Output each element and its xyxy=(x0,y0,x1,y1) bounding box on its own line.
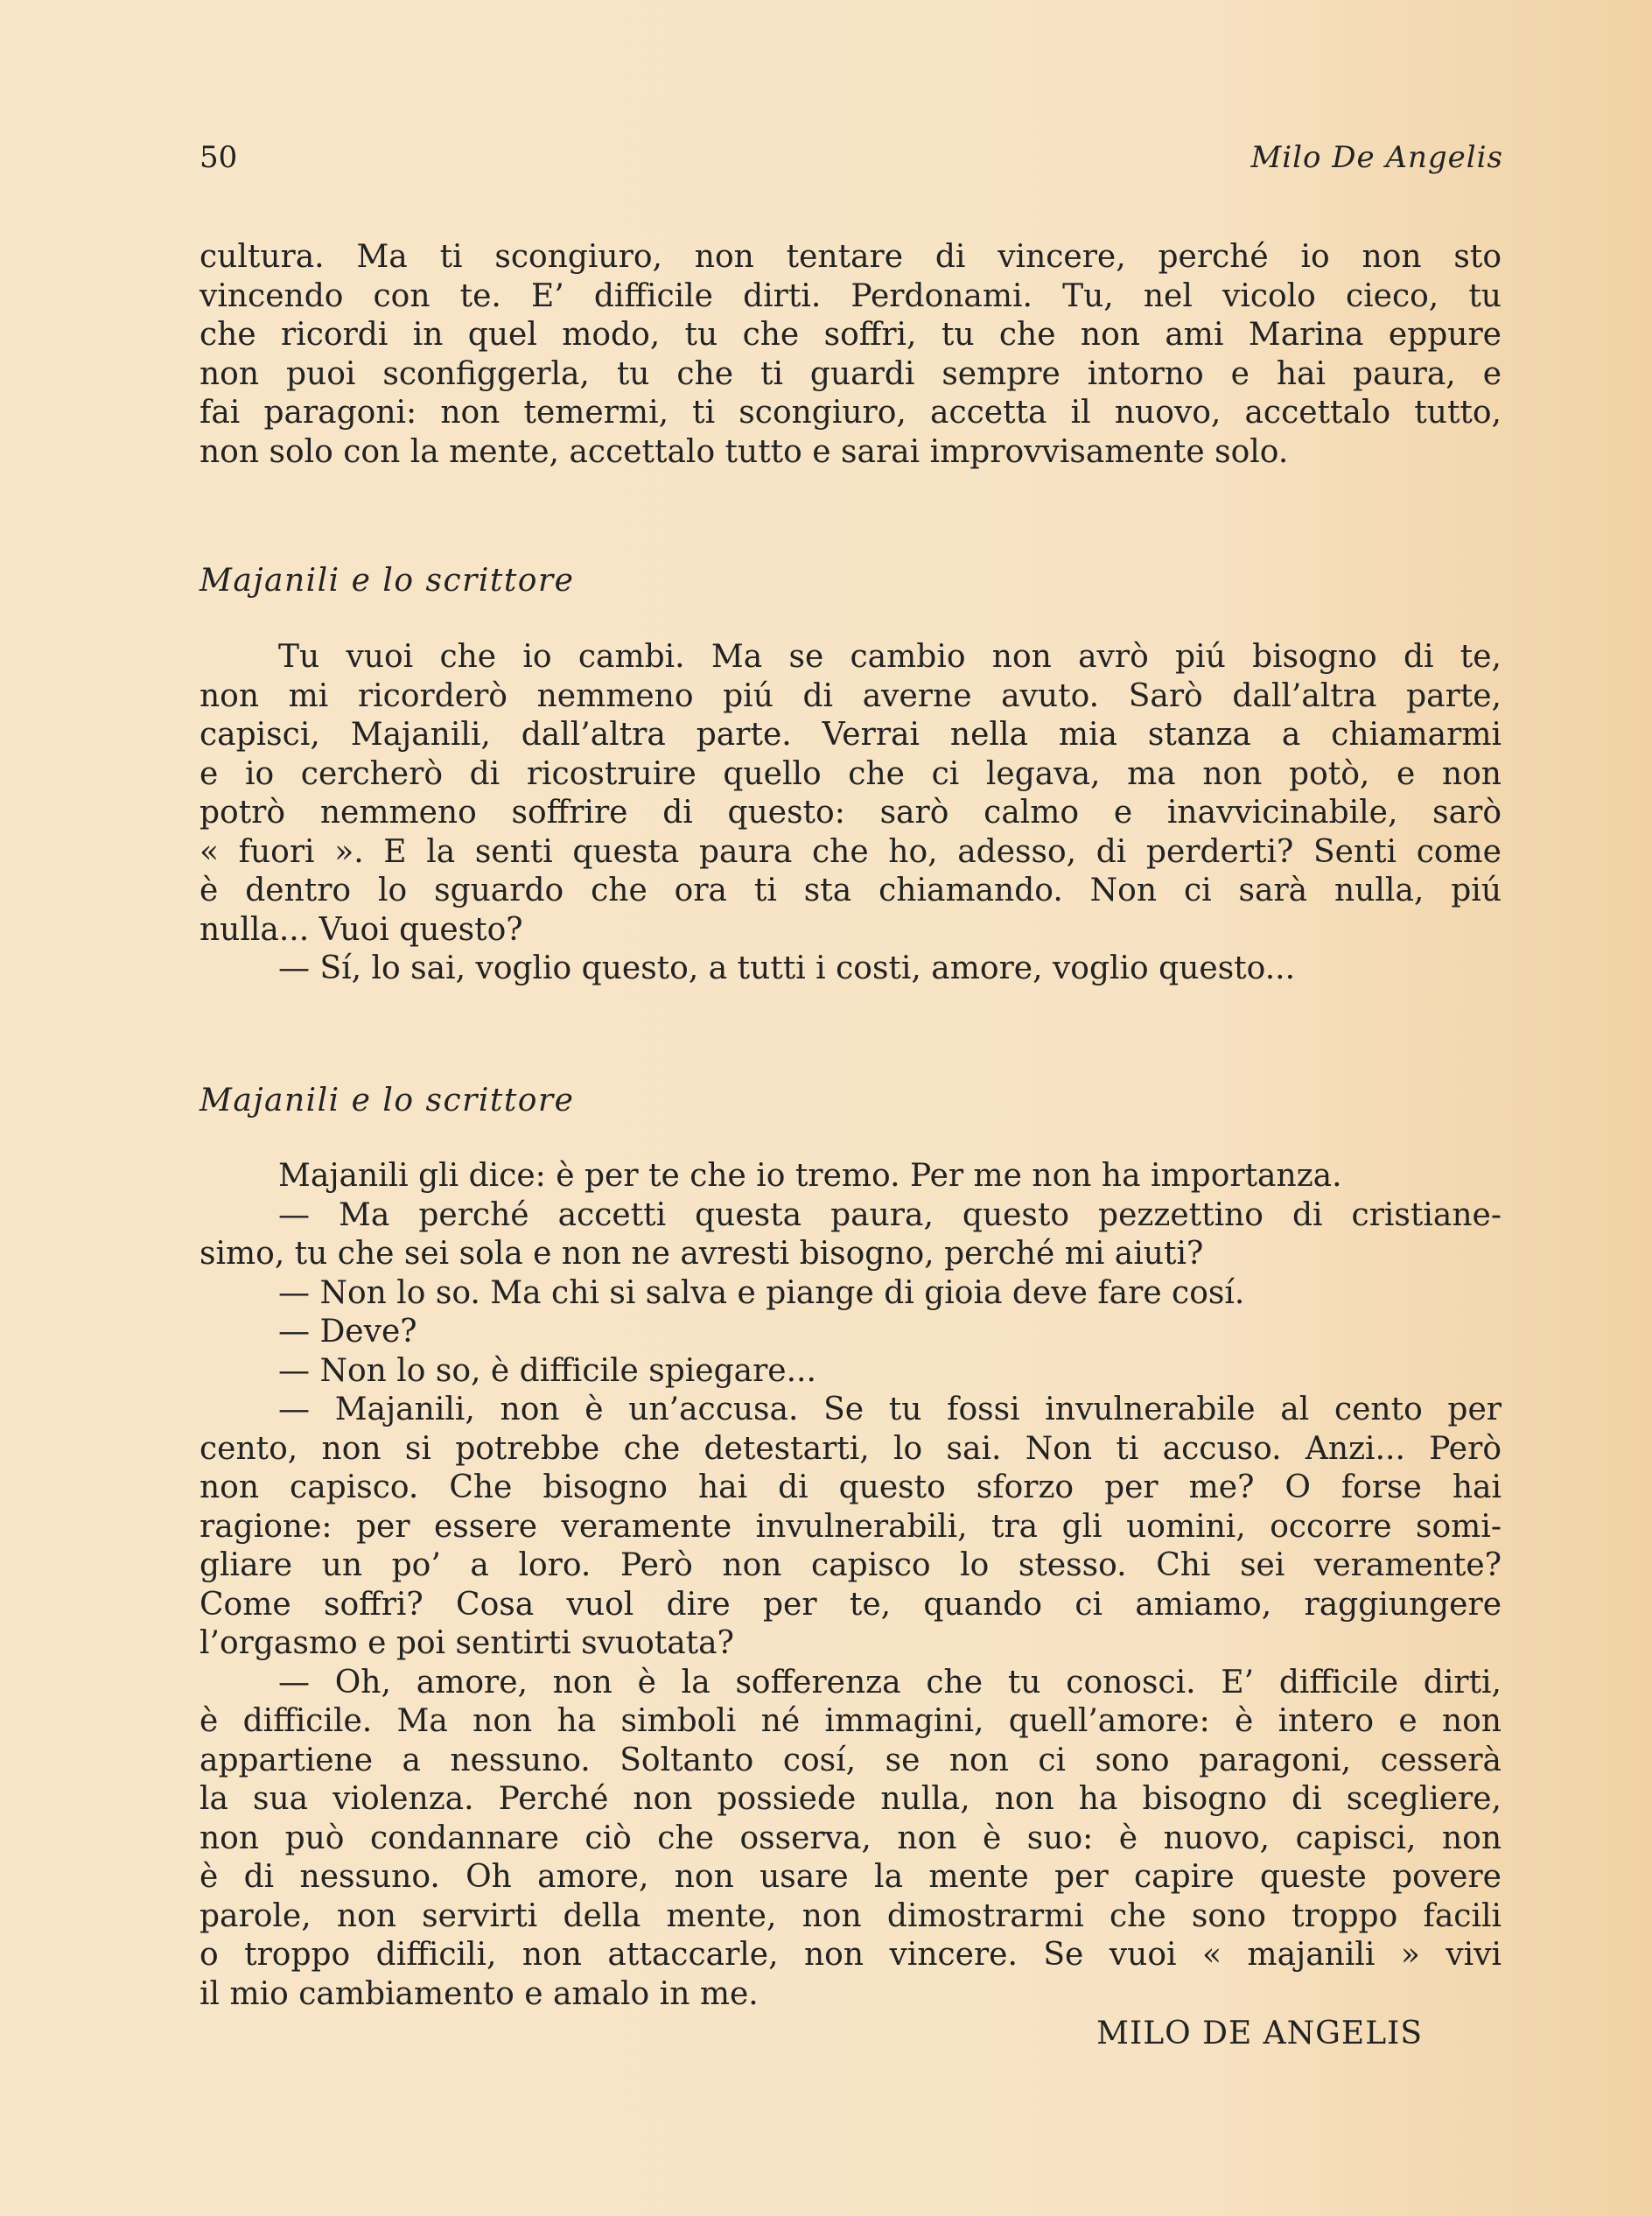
text-line: cultura. Ma ti scongiuro, non tentare di vincere, perché io non sto xyxy=(200,239,1502,275)
text-line: è difficile. Ma non ha simboli né immagini, quell’amore: è intero e non xyxy=(200,1703,1502,1739)
text-line: potrò nemmeno soffrire di questo: sarò calmo e inavvicinabile, sarò xyxy=(200,795,1502,831)
section-2-text xyxy=(200,1157,1502,2014)
text-line: ragione: per essere veramente invulnerabili, tra gli uomini, occorre somi- xyxy=(200,1508,1502,1545)
section-title: Majanili e lo scrittore xyxy=(200,1083,575,1119)
text-line: — Oh, amore, non è la sofferenza che tu conosci. E’ difficile dirti, xyxy=(278,1664,1502,1701)
text-line: e io cercherò di ricostruire quello che ci legava, ma non potò, e non xyxy=(200,755,1502,792)
text-line: la sua violenza. Perché non possiede nulla, non ha bisogno di scegliere, xyxy=(200,1781,1502,1817)
text-line: — Majanili, non è un’accusa. Se tu fossi invulnerabile al cento per xyxy=(278,1392,1502,1427)
author-signature: MILO DE ANGELIS xyxy=(1096,2016,1423,2051)
text-line: fai paragoni: non temermi, ti scongiuro, accetta il nuovo, accettalo tutto, xyxy=(200,395,1502,431)
text-line: — Non lo so, è difficile spiegare... xyxy=(278,1352,816,1389)
text-line: non può condannare ciò che osserva, non è suo: è nuovo, capisci, non xyxy=(200,1820,1502,1856)
text-line: non puoi sconfiggerla, tu che ti guardi sempre intorno e hai paura, e xyxy=(200,355,1502,392)
text-line: non capisco. Che bisogno hai di questo sforzo per me? O forse hai xyxy=(200,1469,1502,1505)
page-number: 50 xyxy=(200,140,238,175)
text-line: appartiene a nessuno. Soltanto cosí, se non ci sono paragoni, cesserà xyxy=(200,1742,1502,1778)
text-line: capisci, Majanili, dall’altra parte. Verrai nella mia stanza a chiamarmi xyxy=(200,717,1502,753)
text-line: « fuori ». E la senti questa paura che ho, adesso, di perderti? Senti come xyxy=(200,833,1502,870)
text-line: — Deve? xyxy=(278,1314,417,1350)
text-line: non solo con la mente, accettalo tutto e sarai improvvisamente solo. xyxy=(200,433,1289,470)
text-line: vincendo con te. E’ difficile dirti. Perdonami. Tu, nel vicolo cieco, tu xyxy=(200,277,1502,314)
text-line: o troppo difficili, non attaccarle, non vincere. Se vuoi « majanili » vivi xyxy=(200,1937,1502,1973)
text-line: Tu vuoi che io cambi. Ma se cambio non avrò piú bisogno di te, xyxy=(278,639,1502,675)
section-1-text xyxy=(200,638,1502,989)
text-line: nulla... Vuoi questo? xyxy=(200,911,523,948)
text-line: il mio cambiamento e amalo in me. xyxy=(200,1975,759,2012)
text-line: gliare un po’ a loro. Però non capisco lo stesso. Chi sei veramente? xyxy=(200,1547,1502,1583)
text-line: cento, non si potrebbe che detestarti, lo sai. Non ti accuso. Anzi... Però xyxy=(200,1430,1502,1467)
text-line: è dentro lo sguardo che ora ti sta chiamando. Non ci sarà nulla, piú xyxy=(200,873,1502,908)
text-line: Come soffri? Cosa vuol dire per te, quando ci amiamo, raggiungere xyxy=(200,1586,1502,1623)
text-line: l’orgasmo e poi sentirti svuotata? xyxy=(200,1625,734,1661)
text-line: — Ma perché accetti questa paura, questo pezzettino di cristiane- xyxy=(278,1196,1502,1233)
running-head: Milo De Angelis xyxy=(1250,140,1503,175)
text-line: è di nessuno. Oh amore, non usare la mente per capire queste povere xyxy=(200,1859,1502,1895)
section-title: Majanili e lo scrittore xyxy=(200,563,575,599)
intro-paragraph xyxy=(200,238,1502,472)
text-line: non mi ricorderò nemmeno piú di averne avuto. Sarò dall’altra parte, xyxy=(200,677,1502,714)
text-line: Majanili gli dice: è per te che io tremo. Per me non ha importanza. xyxy=(278,1158,1342,1194)
text-line: simo, tu che sei sola e non ne avresti bisogno, perché mi aiuti? xyxy=(200,1236,1204,1272)
text-line: — Sí, lo sai, voglio questo, a tutti i costi, amore, voglio questo... xyxy=(278,950,1296,986)
text-line: che ricordi in quel modo, tu che soffri, tu che non ami Marina eppure xyxy=(200,317,1502,353)
text-line: — Non lo so. Ma chi si salva e piange di gioia deve fare cosí. xyxy=(278,1274,1245,1311)
text-line: parole, non servirti della mente, non dimostrarmi che sono troppo facili xyxy=(200,1897,1502,1934)
